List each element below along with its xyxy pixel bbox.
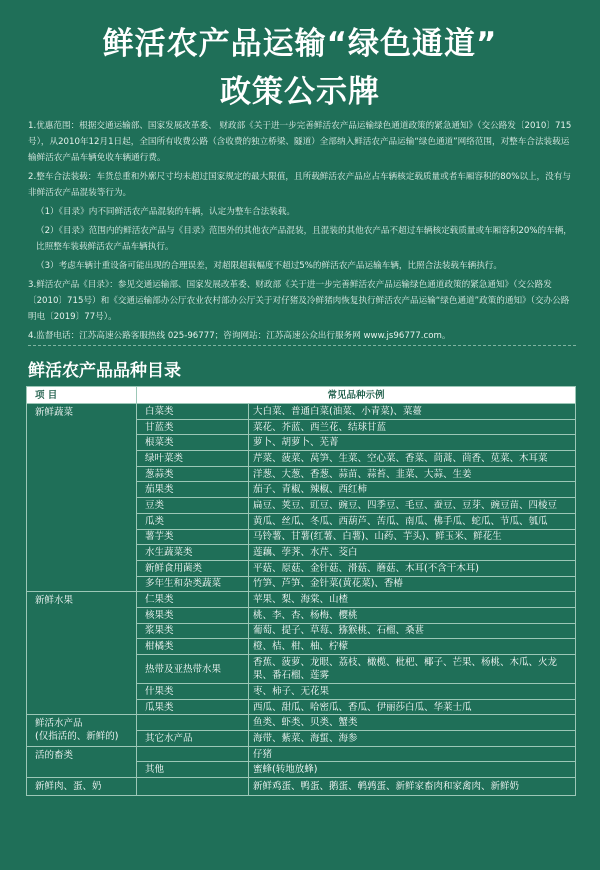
category-cell: 鲜活水产品 (仅指活的、新鲜的) bbox=[27, 715, 137, 746]
policy-item-legal-loading: 2.整车合法装载：车货总重和外廓尺寸均未超过国家规定的最大限值，且所载鲜活农产品应占车辆核定载质量或者车厢容积的80%以上，没有与非鲜活农产品混装等行为。 bbox=[28, 172, 571, 198]
subcategory-cell bbox=[137, 778, 249, 796]
catalog-table bbox=[26, 386, 576, 796]
examples-cell: 枣、柿子、无花果 bbox=[249, 684, 576, 700]
subcategory-cell: 薯芋类 bbox=[137, 529, 249, 545]
page-title: 鲜活农产品运输“绿色通道” bbox=[102, 26, 498, 62]
examples-cell: 竹笋、芦笋、金针菜(黄花菜)、香椿 bbox=[249, 576, 576, 592]
examples-cell: 平菇、原菇、金针菇、滑菇、蘑菇、木耳(不含干木耳) bbox=[249, 560, 576, 576]
examples-cell: 莲藕、荸荠、水芹、茭白 bbox=[249, 545, 576, 561]
policy-item-hotline: 4.监督电话：江苏高速公路客服热线 025-96777；咨询网站：江苏高速公众出行服务网 www.js96777.com。 bbox=[28, 331, 451, 341]
subcategory-cell bbox=[137, 715, 249, 731]
subcategory-cell: 热带及亚热带水果 bbox=[137, 655, 249, 684]
examples-cell: 海带、紫菜、海蜇、海参 bbox=[249, 731, 576, 747]
category-cell: 新鲜蔬菜 bbox=[27, 404, 137, 592]
table-row bbox=[27, 404, 576, 420]
table-row bbox=[27, 778, 576, 796]
subcategory-cell: 浆果类 bbox=[137, 623, 249, 639]
subcategory-cell: 茄果类 bbox=[137, 482, 249, 498]
examples-cell: 芹菜、菠菜、莴笋、生菜、空心菜、香菜、茼蒿、茴香、苋菜、木耳菜 bbox=[249, 451, 576, 467]
policy-subitem-2: （2）《目录》范围内的鲜活农产品与《目录》范围外的其他农产品混装，且混装的其他农产品不超过车辆核定载质量或车厢容积20%的车辆，比照整车装载鲜活农产品车辆执行。 bbox=[36, 226, 572, 252]
examples-cell: 苹果、梨、海棠、山楂 bbox=[249, 592, 576, 608]
subcategory-cell: 瓜类 bbox=[137, 513, 249, 529]
section-divider bbox=[28, 345, 576, 346]
examples-cell: 橙、桔、柑、柚、柠檬 bbox=[249, 639, 576, 655]
examples-cell: 仔猪 bbox=[249, 746, 576, 762]
examples-cell: 大白菜、普通白菜(油菜、小青菜)、菜薹 bbox=[249, 404, 576, 420]
examples-cell: 香蕉、菠萝、龙眼、荔枝、橄榄、枇杷、椰子、芒果、杨桃、木瓜、火龙果、番石榴、莲雾 bbox=[249, 655, 576, 684]
table-row bbox=[27, 746, 576, 762]
page-subtitle: 政策公示牌 bbox=[220, 74, 380, 110]
table-row bbox=[27, 592, 576, 608]
col-header-examples: 常见品种示例 bbox=[137, 387, 576, 404]
examples-cell: 洋葱、大葱、香葱、蒜苗、蒜苔、韭菜、大蒜、生姜 bbox=[249, 466, 576, 482]
table-row bbox=[27, 715, 576, 731]
subcategory-cell: 根菜类 bbox=[137, 435, 249, 451]
subcategory-cell: 仁果类 bbox=[137, 592, 249, 608]
policy-subitem-3: （3）考虑车辆计重设备可能出现的合理误差，对超限超载幅度不超过5%的鲜活农产品运输车辆，比照合法装载车辆执行。 bbox=[36, 261, 502, 271]
examples-cell: 马铃薯、甘薯(红薯、白薯)、山药、芋头)、鲜玉米、鲜花生 bbox=[249, 529, 576, 545]
subcategory-cell: 多年生和杂类蔬菜 bbox=[137, 576, 249, 592]
examples-cell: 黄瓜、丝瓜、冬瓜、西葫芦、苦瓜、南瓜、佛手瓜、蛇瓜、节瓜、瓠瓜 bbox=[249, 513, 576, 529]
catalog-header-row bbox=[27, 387, 576, 404]
subcategory-cell bbox=[137, 746, 249, 762]
subcategory-cell: 新鲜食用菌类 bbox=[137, 560, 249, 576]
subcategory-cell: 绿叶菜类 bbox=[137, 451, 249, 467]
subcategory-cell: 甘蓝类 bbox=[137, 419, 249, 435]
policy-subitem-1: （1）《目录》内不同鲜活农产品混装的车辆，认定为整车合法装载。 bbox=[36, 207, 295, 217]
examples-cell: 扁豆、荚豆、豇豆、豌豆、四季豆、毛豆、蚕豆、豆芽、豌豆苗、四棱豆 bbox=[249, 498, 576, 514]
category-cell: 新鲜肉、蛋、奶 bbox=[27, 778, 137, 796]
category-cell: 新鲜水果 bbox=[27, 592, 137, 715]
policy-item-scope: 1.优惠范围：根据交通运输部、国家发展改革委、 财政部《关于进一步完善鲜活农产品运输绿色通道政策的紧急通知》（交公路发〔2010〕715号），从2010年12月1日起，全国所有收费公路（含收费的独立桥梁、隧道）全部纳入鲜活农产品运输“绿色通道”网络范围，对整车合法装载运输鲜活农产品车辆免收车辆通行费。 bbox=[28, 121, 572, 163]
policy-text bbox=[28, 118, 576, 347]
examples-cell: 茄子、青椒、辣椒、西红柿 bbox=[249, 482, 576, 498]
catalog-title: 鲜活农产品品种目录 bbox=[28, 361, 181, 381]
subcategory-cell: 其他 bbox=[137, 762, 249, 778]
subcategory-cell: 豆类 bbox=[137, 498, 249, 514]
subcategory-cell: 瓜果类 bbox=[137, 699, 249, 715]
examples-cell: 桃、李、杏、杨梅、樱桃 bbox=[249, 607, 576, 623]
policy-item-catalog: 3.鲜活农产品《目录》：参见交通运输部、国家发展改革委、财政部《关于进一步完善鲜活农产品运输绿色通道政策的紧急通知》（交公路发〔2010〕715号）和《交通运输部办公厅农业农村部办公厅关于对仔猪及冷鲜猪肉恢复执行鲜活农产品运输“绿色通道”政策的通知》（交办公路明电〔2019〕77号）。 bbox=[28, 280, 570, 322]
examples-cell: 蜜蜂(转地放蜂) bbox=[249, 762, 576, 778]
examples-cell: 葡萄、提子、草莓、猕猴桃、石榴、桑葚 bbox=[249, 623, 576, 639]
examples-cell: 鱼类、虾类、贝类、蟹类 bbox=[249, 715, 576, 731]
category-cell: 活的畜类 bbox=[27, 746, 137, 777]
subcategory-cell: 核果类 bbox=[137, 607, 249, 623]
examples-cell: 菜花、芥蓝、西兰花、结球甘蓝 bbox=[249, 419, 576, 435]
subcategory-cell: 什果类 bbox=[137, 684, 249, 700]
subcategory-cell: 葱蒜类 bbox=[137, 466, 249, 482]
subcategory-cell: 其它水产品 bbox=[137, 731, 249, 747]
catalog-body bbox=[27, 404, 576, 796]
subcategory-cell: 柑橘类 bbox=[137, 639, 249, 655]
subcategory-cell: 白菜类 bbox=[137, 404, 249, 420]
examples-cell: 西瓜、甜瓜、哈密瓜、香瓜、伊丽莎白瓜、华莱士瓜 bbox=[249, 699, 576, 715]
examples-cell: 萝卜、胡萝卜、芜菁 bbox=[249, 435, 576, 451]
col-header-item: 项 目 bbox=[27, 387, 137, 404]
subcategory-cell: 水生蔬菜类 bbox=[137, 545, 249, 561]
examples-cell: 新鲜鸡蛋、鸭蛋、鹅蛋、鹌鹑蛋、新鲜家畜肉和家禽肉、新鲜奶 bbox=[249, 778, 576, 796]
